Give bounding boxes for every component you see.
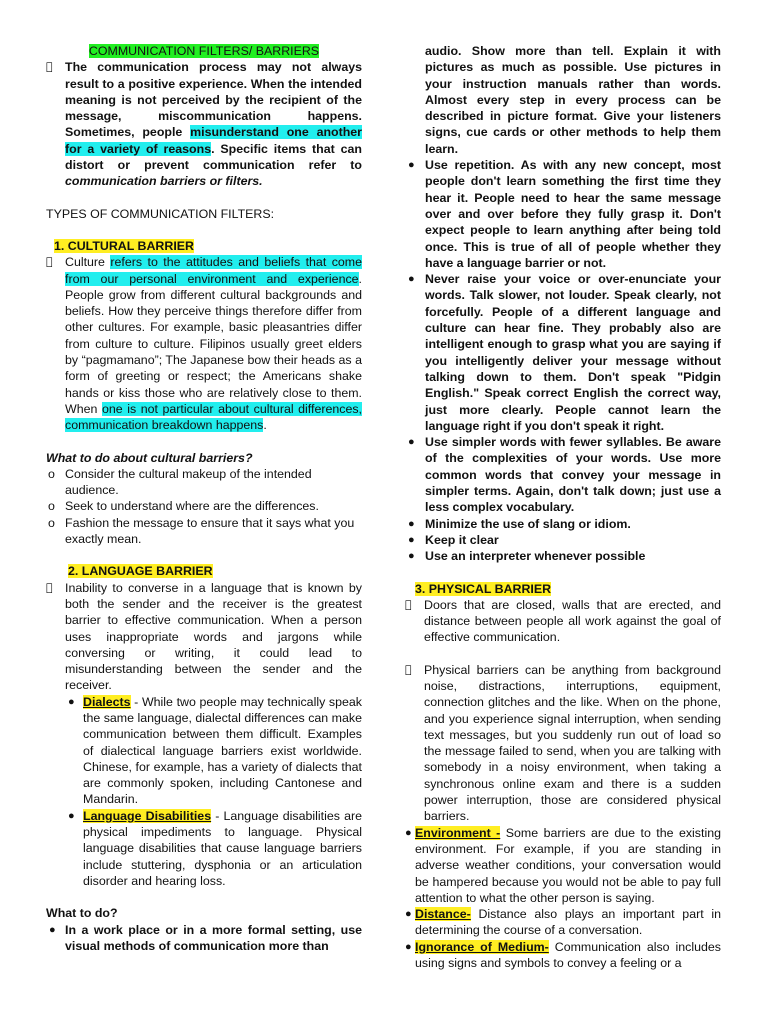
what-to-do-heading: What to do? — [46, 906, 118, 921]
voice-item: ● Never raise your voice or over-enunciate your words. Talk slower, not louder. Speak clearly, not forcefully. People of a different language and culture can hear fine. They probably also are intelligent enough to grasp what you are saying if you intelligently deliver your message without talking down to them. Don't speak "Pidgin English." Speak correct English the correct way, just more clearly. People cannot learn the language right if you don't speak it right. — [408, 272, 721, 433]
ignorance-of-medium-item: ● Ignorance of Medium- Communication also includes using signs and symbols to convey a feeling or a — [405, 939, 721, 971]
physical-paragraph-2: Physical barriers can be anything from background noise, distractions, interruptions, equipment, connection glitches and the like. When on the phone, and you experience signal interruption, when sending text messages, but you suddenly run out of load so the message failed to send, when you are talking with somebody in a noisy environment, when taking a synchronous online exam and there is a sudden power interruption, those are considered physical barriers. — [405, 662, 721, 825]
circle-bullet-icon: o — [48, 466, 55, 481]
cultural-tip: o Consider the cultural makeup of the intended audience. — [48, 466, 312, 498]
bullet-dot-icon: ● — [68, 695, 75, 708]
bullet-dot-icon: ● — [405, 826, 412, 839]
right-column — [405, 0, 721, 971]
intro-paragraph: The communication process may not always result to a positive experience. When the intended meaning is not perceived by the recipient of the message, miscommunication happens. Sometimes, people misunderstand one another for a variety of reasons. Specific items that can distort or prevent communication refer to communication barriers or filters. — [46, 59, 362, 189]
environment-item: ● Environment - Some barriers are due to the existing environment. For example, if you are standing in adverse weather conditions, your conversation would be hampered because you would not be able to pay full attention to what the other person is saying. — [405, 825, 721, 905]
language-disabilities-item: ● Language Disabilities - Language disabilities are physical impediments to language. Physical language disabilities that cause language barriers include stuttering, dysphonia or an articulation disorder and hearing loss. — [68, 808, 362, 888]
language-intro-paragraph: Inability to converse in a language that is known by both the sender and the receiver is the greatest barrier to effective communication. When a person uses inappropriate words and jargons while conversing or writing, it could lead to misunderstanding between the sender and the receiver. — [46, 580, 362, 694]
physical-paragraph-1: Doors that are closed, walls that are erected, and distance between people all work against the goal of effective communication. — [405, 597, 721, 646]
dialects-item: ● Dialects - While two people may technically speak the same language, dialectal differences can make communication between them difficult. Examples of dialectical language barriers exist worldwide. Chinese, for example, has a variety of dialects that are commonly spoken, including Cantonese and Mandarin. — [68, 694, 362, 807]
repetition-item: ● Use repetition. As with any new concept, most people don't learn something the first time they hear it. People need to hear the same message over and over before they fully grasp it. Don't expect people to learn anything after being told once. This is true of all of people whether they have a language barrier or not. — [408, 158, 721, 270]
todo-item-visual: ● In a work place or in a more formal setting, use visual methods of communication more than — [49, 922, 362, 953]
document-title: COMMUNICATION FILTERS/ BARRIERS — [88, 44, 320, 58]
keep-clear-item: ● Keep it clear — [408, 532, 499, 547]
circle-bullet-icon: o — [48, 499, 55, 514]
bullet-dot-icon: ● — [408, 517, 415, 530]
types-heading: TYPES OF COMMUNICATION FILTERS: — [46, 206, 275, 221]
bullet-dot-icon: ● — [408, 159, 415, 172]
cultural-tip: o Fashion the message to ensure that it says what you exactly mean. — [48, 515, 355, 547]
bullet-dot-icon: ● — [408, 550, 415, 563]
visual-methods-continued: audio. Show more than tell. Explain it with pictures as much as possible. Use pictures in your instruction manuals rather than words. Almost every step in every process can be described in picture format. Give your listeners signs, cue cards or other methods to help them learn. — [425, 44, 721, 156]
bullet-dot-icon: ● — [408, 273, 415, 286]
square-bullet-icon — [46, 254, 53, 270]
cultural-tip: o Seek to understand where are the differences. — [48, 499, 319, 514]
square-bullet-icon — [405, 597, 412, 613]
cultural-what-to-do-heading: What to do about cultural barriers? — [46, 450, 253, 465]
circle-bullet-icon: o — [48, 515, 55, 530]
heading-cultural-barrier: 1. CULTURAL BARRIER — [54, 238, 194, 253]
bullet-dot-icon: ● — [49, 923, 56, 936]
bullet-dot-icon: ● — [405, 940, 412, 953]
left-column — [46, 0, 362, 954]
bullet-dot-icon: ● — [408, 436, 415, 449]
culture-paragraph: Culture refers to the attitudes and beliefs that come from our personal environment and experience. People grow from different cultural backgrounds and beliefs. How they perceive things therefore differ from other cultures. For example, basic pleasantries differ from culture to culture. Filipinos usually greet elders by “pagmamano”; The Japanese bow their heads as a form of greeting or respect; the Americans shake hands or kiss those who are relatively close to them. When one is not particular about cultural differences, communication breakdown happens. — [46, 254, 362, 433]
square-bullet-icon — [46, 59, 53, 75]
square-bullet-icon — [46, 580, 53, 596]
heading-physical-barrier: 3. PHYSICAL BARRIER — [415, 581, 552, 596]
bullet-dot-icon: ● — [68, 809, 75, 822]
interpreter-item: ● Use an interpreter whenever possible — [408, 549, 646, 564]
heading-language-barrier: 2. LANGUAGE BARRIER — [68, 564, 213, 579]
distance-item: ● Distance- Distance also plays an important part in determining the course of a conversation. — [405, 907, 721, 938]
bullet-dot-icon: ● — [408, 533, 415, 546]
bullet-dot-icon: ● — [405, 908, 412, 921]
simpler-words-item: ● Use simpler words with fewer syllables. Be aware of the complexities of your words. Use more common words that convey your message in simpler terms. Again, don't talk down; just use a less complex vocabulary. — [408, 435, 721, 515]
slang-item: ● Minimize the use of slang or idiom. — [408, 516, 631, 531]
square-bullet-icon — [405, 662, 412, 678]
